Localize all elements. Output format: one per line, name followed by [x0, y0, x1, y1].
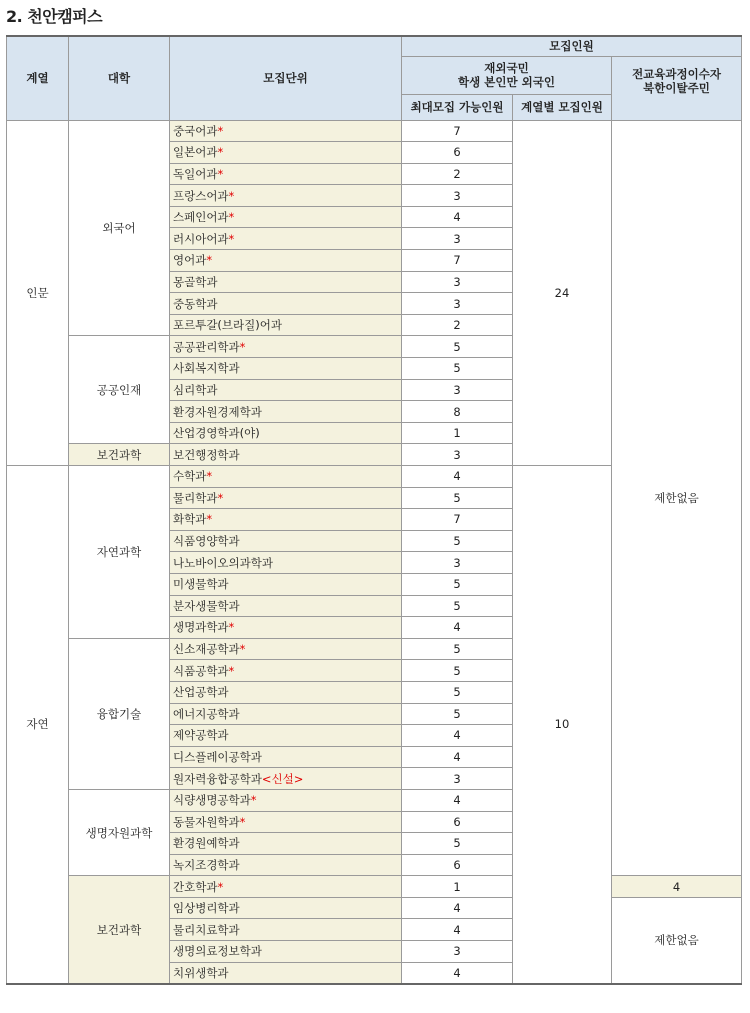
unit-name: 분자생물학과: [173, 598, 240, 613]
star-mark: *: [206, 253, 213, 268]
unit-name: 프랑스어과: [173, 188, 229, 203]
unit-name: 제약공학과: [173, 728, 229, 743]
unit-cell: [170, 941, 402, 963]
college-cell: 보건과학: [69, 876, 170, 984]
star-mark: *: [206, 469, 213, 484]
unit-cell: [170, 336, 402, 358]
max-cell: 6: [402, 811, 513, 833]
unit-cell: [170, 660, 402, 682]
max-cell: 1: [402, 422, 513, 444]
max-cell: 5: [402, 703, 513, 725]
unit-name: 화학과: [173, 512, 207, 527]
group-total-cell: 10: [513, 466, 612, 984]
unit-cell: [170, 228, 402, 250]
max-cell: 5: [402, 530, 513, 552]
header-recruit: 모집인원: [402, 36, 742, 56]
unit-cell: [170, 725, 402, 747]
unit-name: 생명과학과: [173, 620, 229, 635]
max-cell: 4: [402, 466, 513, 488]
unit-name: 디스플레이공학과: [173, 750, 262, 765]
unit-cell: [170, 746, 402, 768]
unit-cell: [170, 811, 402, 833]
unit-name: 공공관리학과: [173, 339, 240, 354]
unit-cell: [170, 422, 402, 444]
star-mark: *: [228, 210, 235, 225]
star-mark: *: [250, 793, 257, 808]
max-cell: 5: [402, 833, 513, 855]
unit-cell: [170, 681, 402, 703]
max-cell: 2: [402, 314, 513, 336]
header-group: 계열별 모집인원: [513, 94, 612, 120]
max-cell: 3: [402, 444, 513, 466]
max-cell: 5: [402, 595, 513, 617]
unit-cell: [170, 768, 402, 790]
unit-cell: [170, 163, 402, 185]
unit-name: 환경원예학과: [173, 836, 240, 851]
unit-cell: [170, 833, 402, 855]
max-cell: 5: [402, 660, 513, 682]
max-cell: 6: [402, 142, 513, 164]
star-mark: *: [217, 145, 224, 160]
star-mark: *: [228, 663, 235, 678]
unit-cell: [170, 314, 402, 336]
unit-name: 스페인어과: [173, 210, 229, 225]
unit-name: 수학과: [173, 469, 207, 484]
unit-name: 포르투갈(브라질)어과: [173, 318, 282, 333]
unit-name: 식품공학과: [173, 663, 229, 678]
max-cell: 4: [402, 897, 513, 919]
unit-name: 식량생명공학과: [173, 793, 251, 808]
unit-name: 중동학과: [173, 296, 218, 311]
unit-name: 일본어과: [173, 145, 218, 160]
max-cell: 3: [402, 185, 513, 207]
star-mark: *: [239, 814, 246, 829]
header-foreign: 재외국민 학생 본인만 외국인: [402, 56, 612, 94]
group-total-cell: 24: [513, 120, 612, 466]
max-cell: 6: [402, 854, 513, 876]
max-cell: 5: [402, 638, 513, 660]
unit-cell: [170, 897, 402, 919]
unit-cell: [170, 530, 402, 552]
star-mark: *: [228, 620, 235, 635]
unit-cell: [170, 466, 402, 488]
max-cell: 4: [402, 919, 513, 941]
unit-name: 임상병리학과: [173, 901, 240, 916]
unit-name: 독일어과: [173, 166, 218, 181]
college-cell: 자연과학: [69, 466, 170, 639]
unit-name: 식품영양학과: [173, 534, 240, 549]
max-cell: 3: [402, 768, 513, 790]
category-cell: 인문: [7, 120, 69, 466]
unit-name: 간호학과: [173, 879, 218, 894]
max-cell: 5: [402, 358, 513, 380]
unit-cell: [170, 185, 402, 207]
star-mark: *: [239, 339, 246, 354]
unit-cell: [170, 703, 402, 725]
unit-name: 미생물학과: [173, 577, 229, 592]
unit-name: 신소재공학과: [173, 642, 240, 657]
max-cell: 8: [402, 401, 513, 423]
unit-cell: [170, 271, 402, 293]
unit-cell: [170, 401, 402, 423]
max-cell: 7: [402, 250, 513, 272]
unit-name: 중국어과: [173, 123, 218, 138]
max-cell: 3: [402, 293, 513, 315]
max-cell: 4: [402, 206, 513, 228]
max-cell: 3: [402, 271, 513, 293]
unit-cell: [170, 854, 402, 876]
category-cell: 자연: [7, 466, 69, 984]
unit-name: 영어과: [173, 253, 207, 268]
star-mark: *: [217, 879, 224, 894]
unit-cell: [170, 573, 402, 595]
max-cell: 5: [402, 336, 513, 358]
college-cell: 생명자원과학: [69, 789, 170, 875]
star-mark: *: [228, 188, 235, 203]
header-nk: 전교육과정이수자 북한이탈주민: [612, 56, 742, 120]
table-row: [7, 876, 742, 898]
unit-cell: [170, 509, 402, 531]
star-mark: *: [239, 642, 246, 657]
unit-name: 원자력융합공학과: [173, 771, 262, 786]
unit-name: 산업공학과: [173, 685, 229, 700]
max-cell: 3: [402, 941, 513, 963]
unit-name: 몽골학과: [173, 274, 218, 289]
nk-cell: 제한없음: [612, 897, 742, 983]
unit-name: 환경자원경제학과: [173, 404, 262, 419]
nk-cell: 4: [612, 876, 742, 898]
nk-cell: 제한없음: [612, 120, 742, 876]
star-mark: *: [217, 490, 224, 505]
unit-name: 심리학과: [173, 382, 218, 397]
max-cell: 4: [402, 962, 513, 984]
unit-cell: [170, 876, 402, 898]
star-mark: *: [217, 166, 224, 181]
max-cell: 3: [402, 552, 513, 574]
max-cell: 3: [402, 379, 513, 401]
unit-name: 보건행정학과: [173, 447, 240, 462]
recruitment-table: [6, 35, 742, 985]
max-cell: 1: [402, 876, 513, 898]
header-category: 계열: [7, 36, 69, 120]
unit-cell: [170, 444, 402, 466]
unit-cell: [170, 487, 402, 509]
unit-name: 물리치료학과: [173, 922, 240, 937]
unit-name: 에너지공학과: [173, 706, 240, 721]
max-cell: 4: [402, 746, 513, 768]
unit-cell: [170, 206, 402, 228]
college-cell: 융합기술: [69, 638, 170, 789]
college-cell: 공공인재: [69, 336, 170, 444]
star-mark: *: [206, 512, 213, 527]
unit-cell: [170, 617, 402, 639]
header-college: 대학: [69, 36, 170, 120]
page-title: 2. 천안캠퍼스: [6, 7, 103, 26]
max-cell: 4: [402, 725, 513, 747]
max-cell: 3: [402, 228, 513, 250]
max-cell: 5: [402, 573, 513, 595]
unit-name: 물리학과: [173, 490, 218, 505]
unit-name: 나노바이오의과학과: [173, 555, 273, 570]
unit-cell: [170, 595, 402, 617]
unit-name: 사회복지학과: [173, 361, 240, 376]
unit-cell: [170, 919, 402, 941]
unit-name: 동물자원학과: [173, 814, 240, 829]
star-mark: *: [228, 231, 235, 246]
unit-cell: [170, 379, 402, 401]
max-cell: 7: [402, 509, 513, 531]
header-unit: 모집단위: [170, 36, 402, 120]
unit-name: 생명의료정보학과: [173, 944, 262, 959]
max-cell: 5: [402, 681, 513, 703]
unit-cell: [170, 789, 402, 811]
max-cell: 4: [402, 617, 513, 639]
unit-cell: [170, 120, 402, 142]
unit-name: 러시아어과: [173, 231, 229, 246]
college-cell: 외국어: [69, 120, 170, 336]
college-cell: 보건과학: [69, 444, 170, 466]
max-cell: 4: [402, 789, 513, 811]
unit-cell: [170, 250, 402, 272]
unit-cell: [170, 638, 402, 660]
table-row: [7, 120, 742, 142]
unit-name: 산업경영학과(야): [173, 426, 260, 441]
unit-cell: [170, 293, 402, 315]
unit-name: 치위생학과: [173, 965, 229, 980]
max-cell: 5: [402, 487, 513, 509]
unit-cell: [170, 142, 402, 164]
unit-cell: [170, 358, 402, 380]
max-cell: 7: [402, 120, 513, 142]
unit-cell: [170, 552, 402, 574]
star-mark: *: [217, 123, 224, 138]
unit-cell: [170, 962, 402, 984]
max-cell: 2: [402, 163, 513, 185]
header-max: 최대모집 가능인원: [402, 94, 513, 120]
new-note: <신설>: [261, 771, 304, 786]
unit-name: 녹지조경학과: [173, 857, 240, 872]
